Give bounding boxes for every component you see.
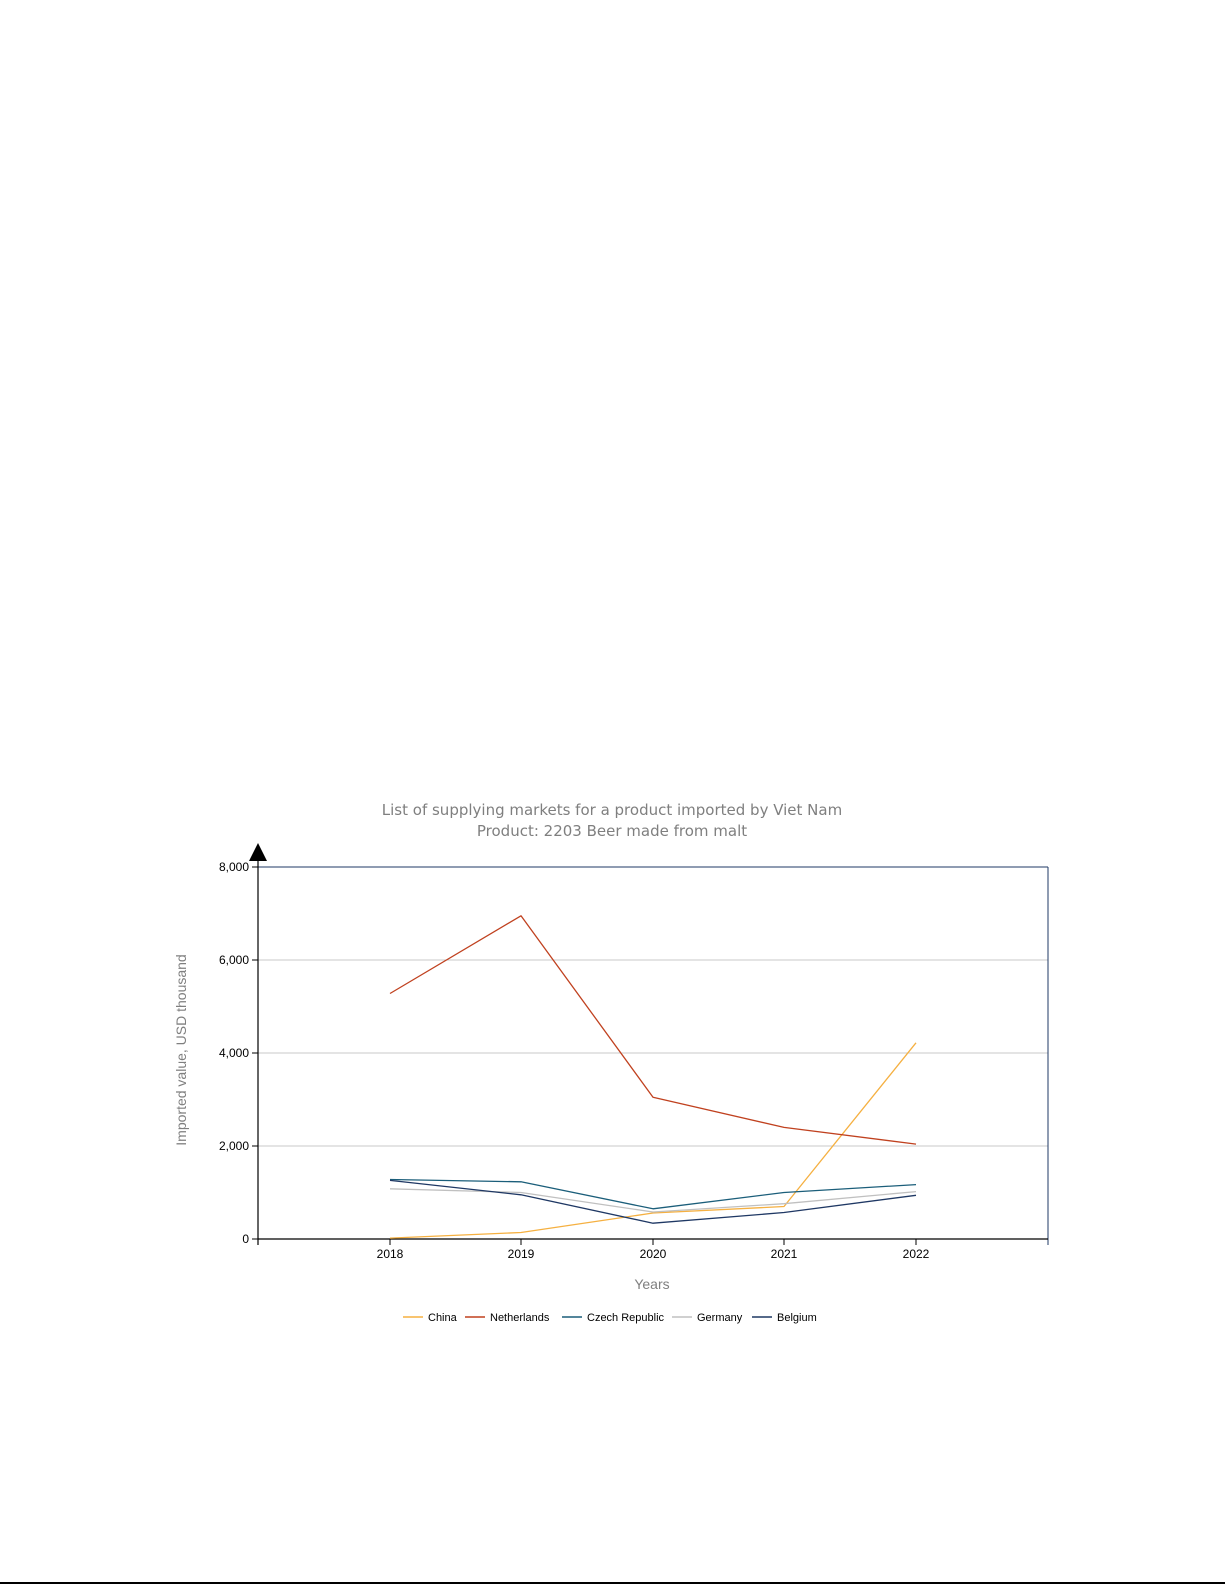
x-tick-label: 2019 [507, 1247, 535, 1261]
y-tick-label: 6,000 [218, 953, 249, 967]
legend-label: China [428, 1312, 457, 1324]
y-tick-label: 0 [242, 1232, 249, 1246]
x-tick-labels [377, 1247, 930, 1261]
legend-label: Belgium [777, 1312, 817, 1324]
series-lines [390, 916, 916, 1238]
y-axis-title: Imported value, USD thousand [173, 954, 189, 1146]
y-axis-arrow [249, 843, 267, 861]
axes [249, 843, 1048, 1245]
series-line-netherlands [390, 916, 916, 1144]
legend-label: Czech Republic [587, 1312, 665, 1324]
series-line-czech-republic [390, 1180, 916, 1209]
legend-label: Germany [697, 1312, 743, 1324]
legend-label: Netherlands [490, 1312, 550, 1324]
x-tick-label: 2018 [376, 1247, 404, 1261]
legend [403, 1312, 817, 1324]
chart-subtitle: Product: 2203 Beer made from malt [476, 822, 748, 840]
x-tick-label: 2020 [639, 1247, 667, 1261]
x-tick-label: 2022 [902, 1247, 930, 1261]
x-tick-label: 2021 [770, 1247, 798, 1261]
x-axis-title: Years [634, 1276, 670, 1292]
gridlines [258, 867, 1048, 1146]
y-tick-label: 4,000 [218, 1046, 249, 1060]
page-bottom-rule [0, 1582, 1225, 1584]
y-tick-label: 8,000 [218, 860, 249, 874]
chart-title: List of supplying markets for a product imported by Viet Nam [381, 801, 843, 819]
series-line-belgium [390, 1180, 916, 1223]
y-tick-label: 2,000 [218, 1139, 249, 1153]
y-tick-labels [219, 860, 249, 1246]
